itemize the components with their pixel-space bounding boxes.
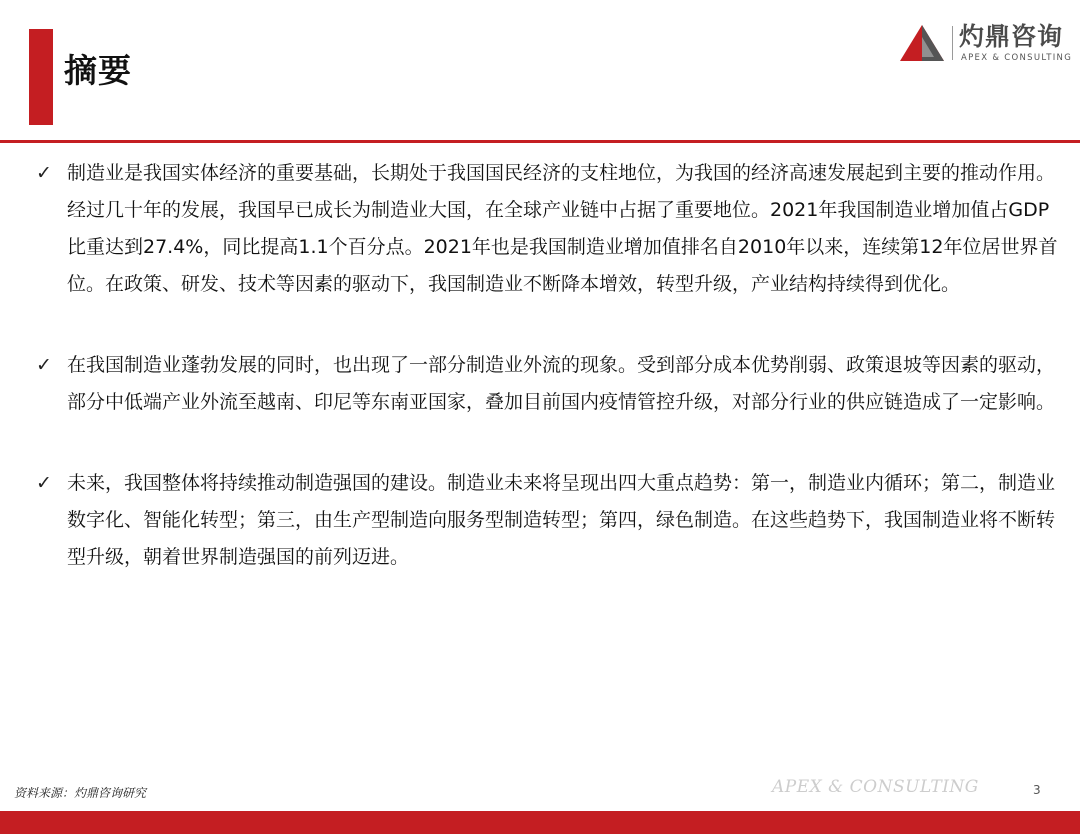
title-accent-bar (29, 29, 53, 125)
summary-bullet (36, 465, 1060, 576)
logo-mark-icon (898, 23, 946, 63)
check-icon: ✓ (36, 472, 52, 494)
source-note: 资料来源：灼鼎咨询研究 (14, 786, 147, 800)
bullet-text: 未来，我国整体将持续推动制造强国的建设。制造业未来将呈现出四大重点趋势：第一，制造业内循环；第二，制造业数字化、智能化转型；第三，由生产型制造向服务型制造转型；第四，绿色制造。在这些趋势下，我国制造业将不断转型升级，朝着世界制造强国的前列迈进。 (67, 472, 1056, 568)
brand-logo (898, 20, 1073, 68)
check-icon: ✓ (36, 162, 52, 184)
summary-bullet (36, 155, 1060, 303)
footer-bar (0, 811, 1080, 834)
logo-name-cn: 灼鼎咨询 (959, 22, 1064, 51)
bullet-text: 在我国制造业蓬勃发展的同时，也出现了一部分制造业外流的现象。受到部分成本优势削弱、政策退坡等因素的驱动，部分中低端产业外流至越南、印尼等东南亚国家，叠加目前国内疫情管控升级，对部分行业的供应链造成了一定影响。 (67, 354, 1056, 413)
logo-divider (952, 26, 953, 60)
bullet-text: 制造业是我国实体经济的重要基础，长期处于我国国民经济的支柱地位，为我国的经济高速发展起到主要的推动作用。经过几十年的发展，我国早已成长为制造业大国，在全球产业链中占据了重要地位。2021年我国制造业增加值占GDP比重达到27.4%，同比提高1.1个百分点。2021年也是我国制造业增加值排名自2010年以来，连续第12年位居世界首位。在政策、研发、技术等因素的驱动下，我国制造业不断降本增效，转型升级，产业结构持续得到优化。 (67, 162, 1058, 295)
header-divider (0, 140, 1080, 143)
footer-watermark: APEX & CONSULTING (772, 777, 979, 797)
summary-bullet (36, 347, 1060, 421)
page-number: 3 (1033, 783, 1041, 797)
summary-content (36, 155, 1060, 576)
page-title: 摘要 (64, 51, 132, 90)
logo-name-en: APEX & CONSULTING (961, 53, 1073, 63)
check-icon: ✓ (36, 354, 52, 376)
